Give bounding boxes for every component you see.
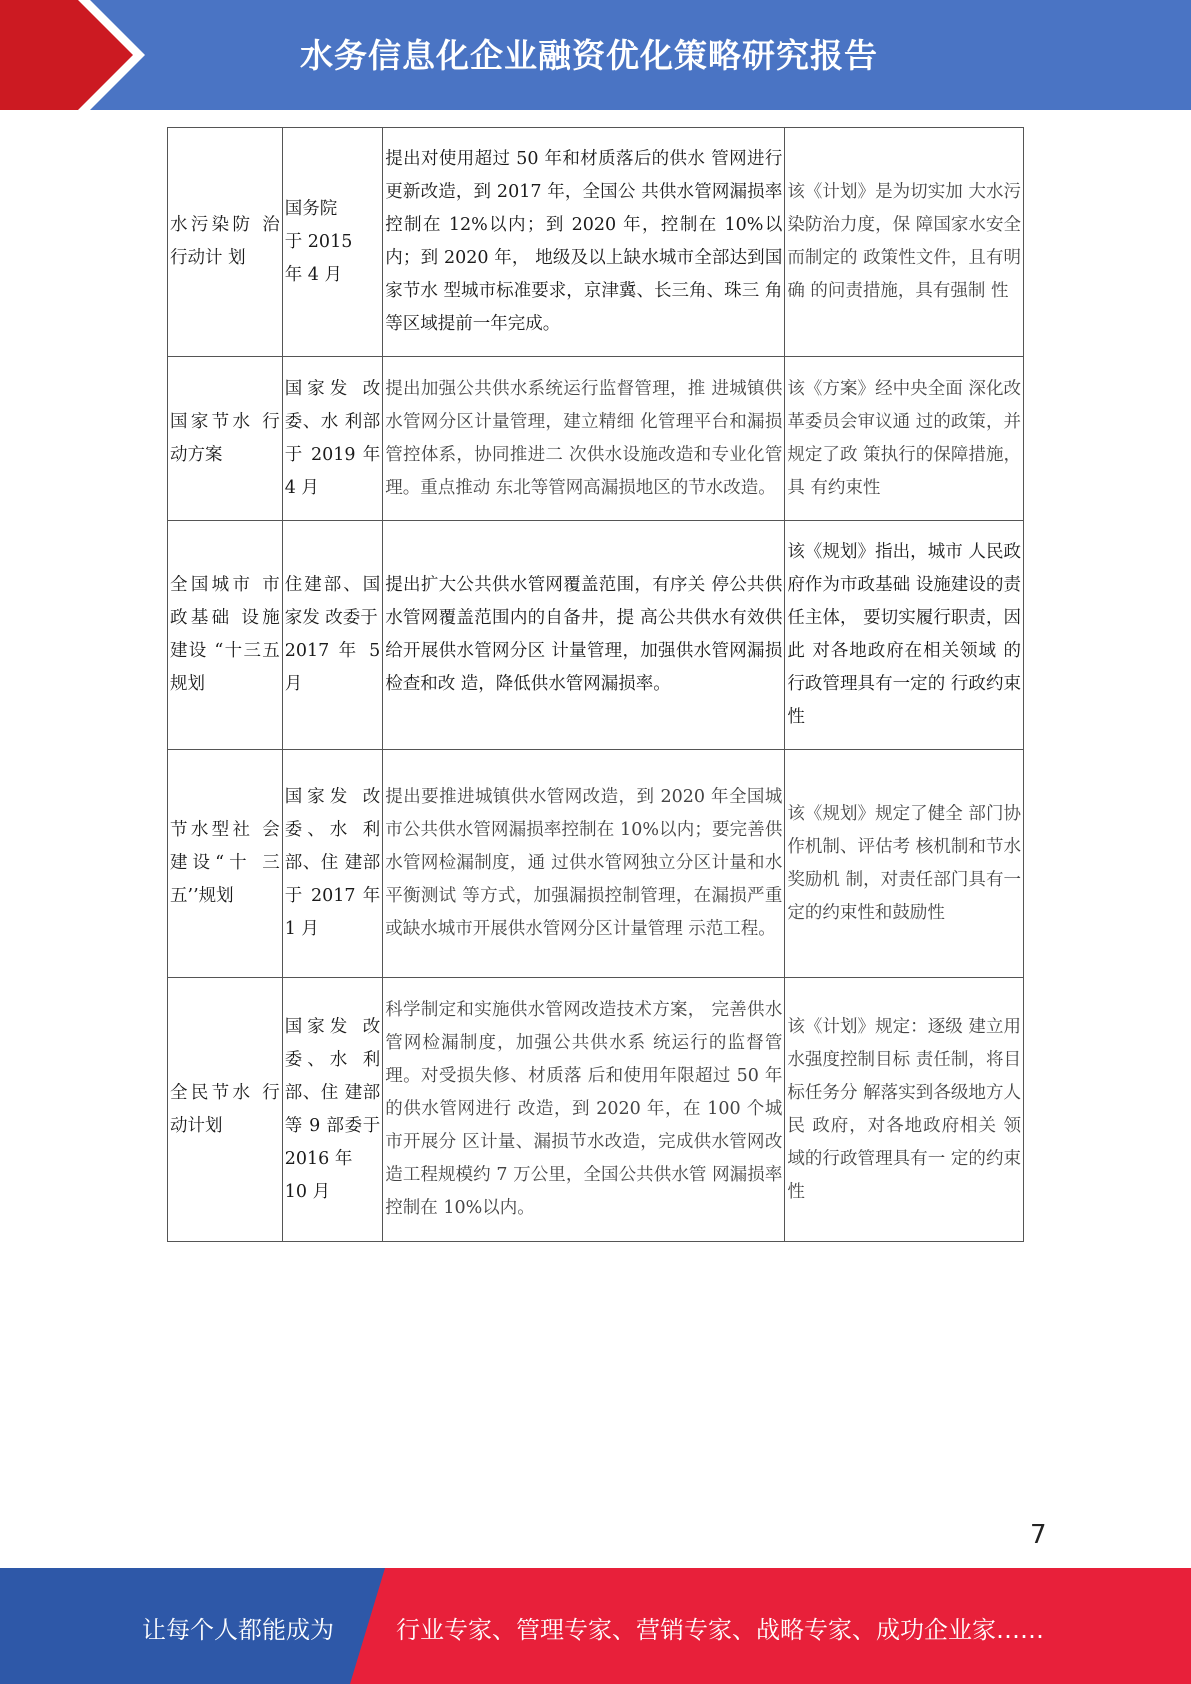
table-row [168,357,1024,521]
policy-issuer-cell: 国家发 改委、水 利部、住 建部于 2017 年 1 月 [282,750,383,978]
policy-name-cell: 节水型社 会建设“十 三五’’规划 [168,750,283,978]
policy-name-cell: 国家节水 行动方案 [168,357,283,521]
footer-slogan-right: 行业专家、管理专家、营销专家、战略专家、成功企业家…… [396,1616,1044,1644]
table-row [168,521,1024,750]
table-row [168,128,1024,357]
policy-nature-cell: 该《计划》规定：逐级 建立用水强度控制目标 责任制，将目标任务分 解落实到各级地方人民 政府，对各地政府相关 领域的行政管理具有一 定的约束性 [785,978,1024,1242]
policy-issuer-cell: 国家发 改委、水 利部于 2019 年 4 月 [282,357,383,521]
table-row [168,978,1024,1242]
policy-name-cell: 全民节水 行动计划 [168,978,283,1242]
page-number: 7 [1030,1520,1047,1550]
policy-nature-cell: 该《规划》指出，城市 人民政府作为市政基础 设施建设的责任主体， 要切实履行职责，因此 对各地政府在相关领域 的行政管理具有一定的 行政约束性 [785,521,1024,750]
footer-slogan-left: 让每个人都能成为 [142,1616,334,1644]
table-row [168,750,1024,978]
policy-issuer-cell: 国家发 改委、水 利部、住 建部等 9 部委于 2016 年 10 月 [282,978,383,1242]
policy-nature-cell: 该《规划》规定了健全 部门协作机制、评估考 核机制和节水奖励机 制，对责任部门具有一 定的约束性和鼓励性 [785,750,1024,978]
policy-name-cell: 水污染防 治行动计 划 [168,128,283,357]
policy-issuer-cell: 住建部、国家发 改委于 2017 年 5 月 [282,521,383,750]
header-arrow-decoration [0,0,200,110]
policy-content-cell: 科学制定和实施供水管网改造技术方案， 完善供水管网检漏制度，加强公共供水系 统运行的监督管理。对受损失修、材质落 后和使用年限超过 50 年的供水管网进行 改造，到 2020 年，在 100 个城市开展分 区计量、漏损节水改造，完成供水管网改 造工程规模约 7 万公里，全国公共供水管 网漏损率控制在 10%以内。 [383,978,785,1242]
policy-content-cell: 提出加强公共供水系统运行监督管理，推 进城镇供水管网分区计量管理，建立精细 化管理平台和漏损管控体系，协同推进二 次供水设施改造和专业化管理。重点推动 东北等管网高漏损地区的节水改造。 [383,357,785,521]
policy-table [167,127,1024,1242]
policy-name-cell: 全国城市 市政基础 设施建设 “十三五 规划 [168,521,283,750]
policy-issuer-cell: 国务院 于 2015 年 4 月 [282,128,383,357]
policy-content-cell: 提出扩大公共供水管网覆盖范围，有序关 停公共供水管网覆盖范围内的自备井，提 高公共供水有效供给开展供水管网分区 计量管理，加强供水管网漏损检查和改 造，降低供水管网漏损率。 [383,521,785,750]
page-header [0,0,1191,110]
policy-content-cell: 提出要推进城镇供水管网改造，到 2020 年全国城市公共供水管网漏损率控制在 10%以内；要完善供水管网检漏制度，通 过供水管网独立分区计量和水平衡测试 等方式，加强漏损控制管理，在漏损严重 或缺水城市开展供水管网分区计量管理 示范工程。 [383,750,785,978]
document-title: 水务信息化企业融资优化策略研究报告 [300,36,878,75]
policy-nature-cell: 该《计划》是为切实加 大水污染防治力度，保 障国家水安全而制定的 政策性文件，且有明确 的问责措施，具有强制 性 [785,128,1024,357]
policy-content-cell: 提出对使用超过 50 年和材质落后的供水 管网进行更新改造，到 2017 年，全国公 共供水管网漏损率控制在 12%以内；到 2020 年，控制在 10%以内；到 2020 年， 地级及以上缺水城市全部达到国家节水 型城市标准要求，京津冀、长三角、珠三 角等区域提前一年完成。 [383,128,785,357]
policy-nature-cell: 该《方案》经中央全面 深化改革委员会审议通 过的政策，并规定了政 策执行的保障措施，具 有约束性 [785,357,1024,521]
page-footer [0,1568,1191,1684]
